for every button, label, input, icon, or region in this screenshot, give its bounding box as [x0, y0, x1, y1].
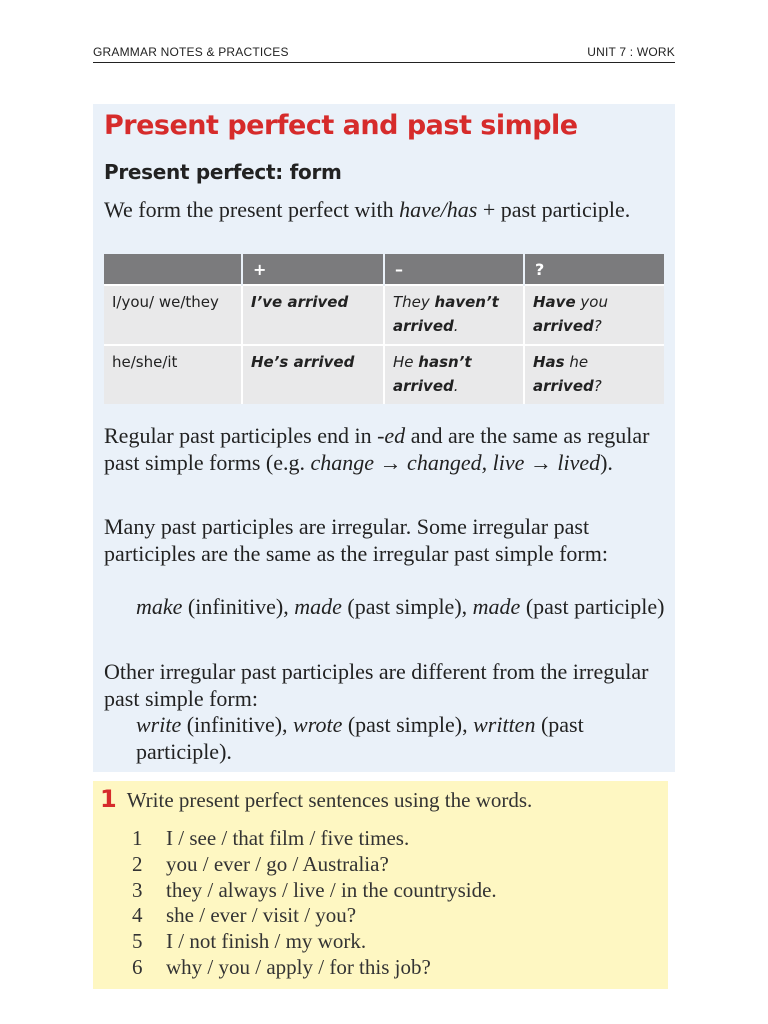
header-right-text: UNIT 7 : WORK	[587, 45, 675, 59]
subject-cell: I/you/ we/they	[104, 285, 242, 345]
regular-participles-paragraph: Regular past participles end in -ed and are the same as regular past simple forms (e.g. change → changed, live → lived).	[104, 423, 650, 475]
irregular-different-paragraph: Other irregular past participles are different from the irregular past simple form:	[104, 659, 649, 711]
table-row	[104, 345, 664, 404]
positive-cell: He’s arrived	[242, 345, 384, 404]
exercise-heading	[100, 785, 532, 813]
header-left-text: GRAMMAR NOTES & PRACTICES	[93, 45, 289, 59]
negative-cell: They haven’t arrived.	[384, 285, 524, 345]
question-cell: Has he arrived?	[524, 345, 664, 404]
page-title: Present perfect and past simple	[104, 110, 578, 141]
exercise-instruction: Write present perfect sentences using the words.	[126, 788, 533, 812]
list-item: 5 I / not finish / my work.	[132, 929, 367, 954]
irregular-different-example: write (infinitive), wrote (past simple), written (past participle).	[136, 712, 584, 764]
irregular-same-example: make (infinitive), made (past simple), made (past participle)	[136, 594, 665, 619]
table-header-cell: ?	[524, 254, 664, 285]
table-header-cell	[104, 254, 242, 285]
list-item: 6 why / you / apply / for this job?	[132, 954, 431, 979]
table-header-cell: –	[384, 254, 524, 285]
exercise-list	[132, 826, 497, 981]
table-header-cell: +	[242, 254, 384, 285]
table-row	[104, 285, 664, 345]
present-perfect-form-table	[104, 254, 664, 404]
subject-cell: he/she/it	[104, 345, 242, 404]
list-item: 1 I / see / that film / five times.	[132, 826, 410, 850]
table-header-row	[104, 254, 664, 285]
question-cell: Have you arrived?	[524, 285, 664, 345]
list-item: 4 she / ever / visit / you?	[132, 903, 357, 928]
list-item: 2 you / ever / go / Australia?	[132, 851, 389, 876]
page-header	[93, 44, 675, 63]
list-item: 3 they / always / live / in the countryside.	[132, 877, 497, 902]
negative-cell: He hasn’t arrived.	[384, 345, 524, 404]
irregular-same-paragraph: Many past participles are irregular. Some irregular past participles are the same as the irregular past simple form:	[104, 514, 608, 566]
exercise-number: 1	[100, 785, 117, 813]
section-subtitle: Present perfect: form	[104, 160, 342, 184]
positive-cell: I’ve arrived	[242, 285, 384, 345]
intro-paragraph: We form the present perfect with have/has + past participle.	[104, 197, 631, 222]
